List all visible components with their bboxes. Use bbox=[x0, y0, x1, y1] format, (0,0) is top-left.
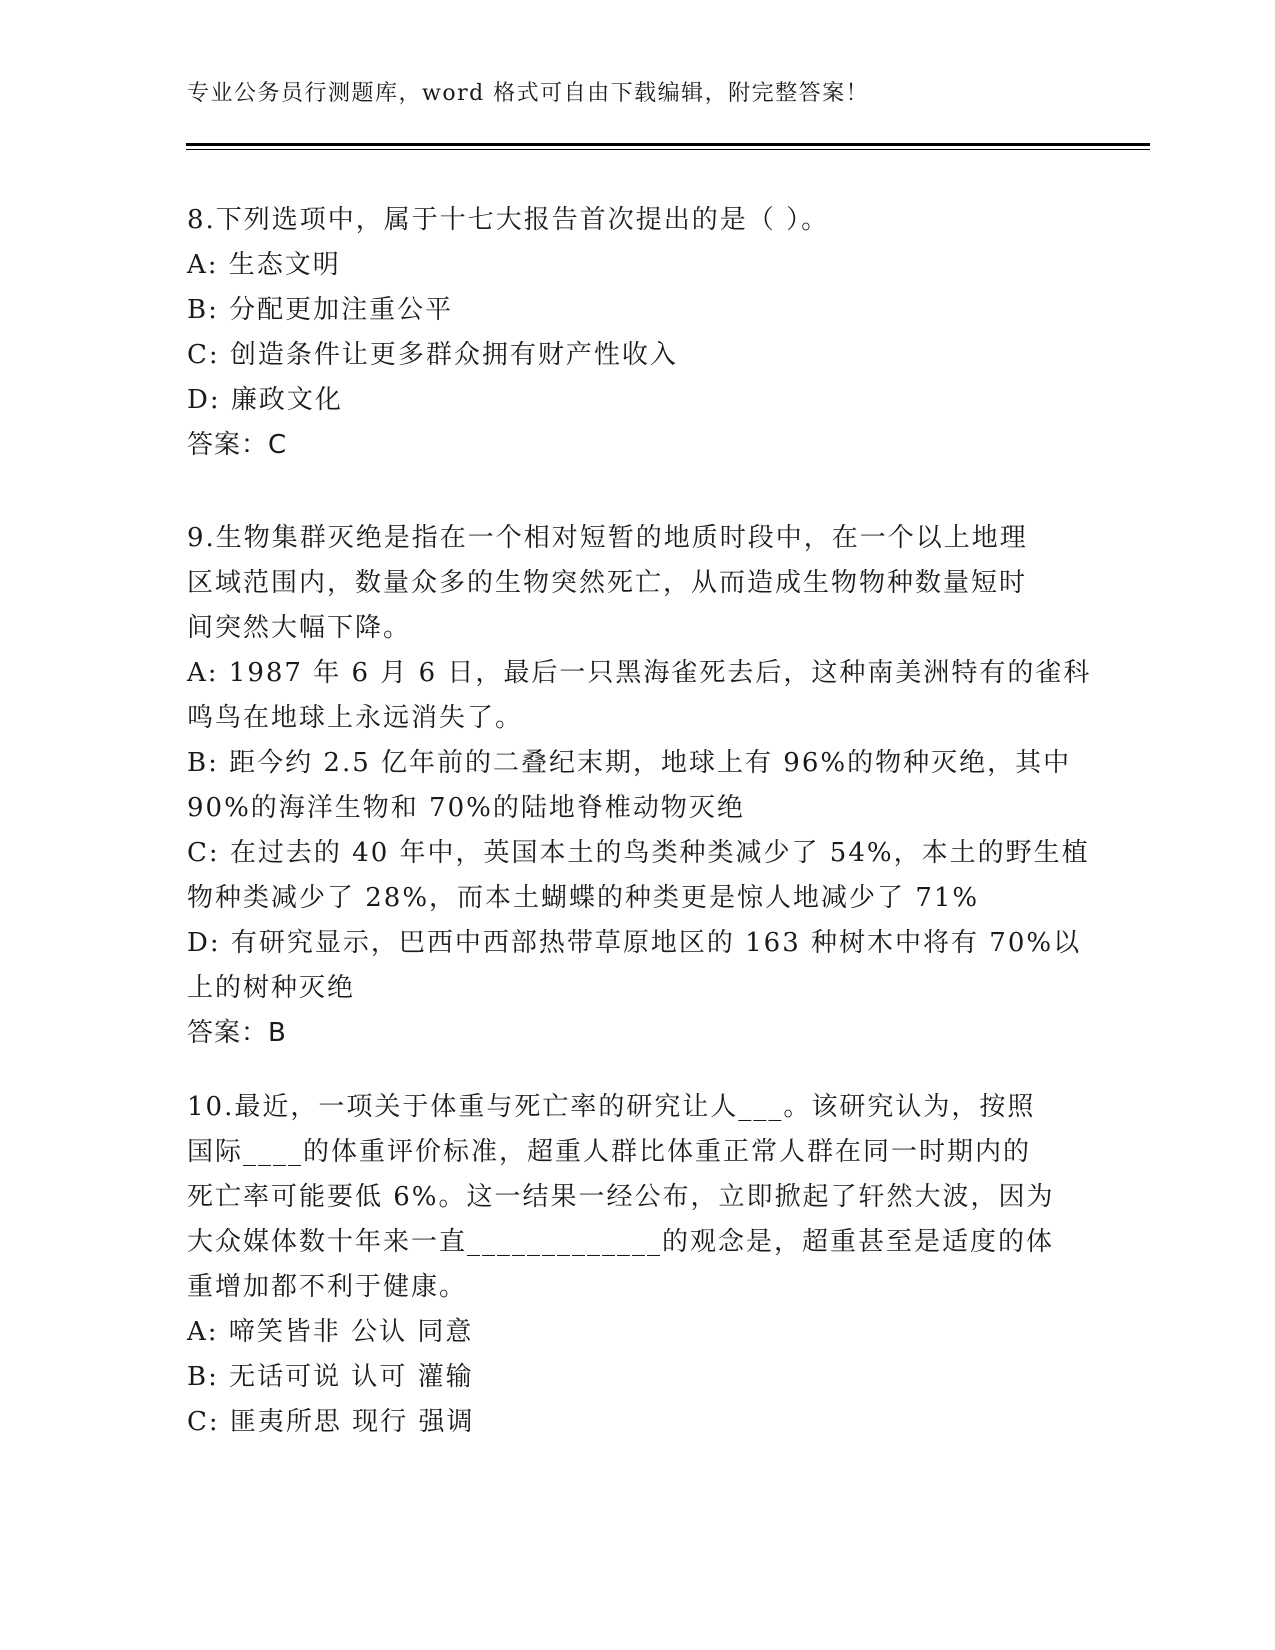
question-10 bbox=[187, 1085, 1087, 1445]
header-divider-thick bbox=[186, 143, 1150, 146]
question-9 bbox=[187, 516, 1092, 1056]
header-divider-thin bbox=[186, 149, 1150, 150]
question-8 bbox=[187, 198, 1087, 468]
question-9-option-d: D: 有研究显示，巴西中西部热带草原地区的 163 种树木中将有 70%以 上的树种灭绝 bbox=[187, 928, 1082, 1003]
question-9-answer: 答案：B bbox=[187, 1018, 287, 1048]
question-10-stem: 10.最近，一项关于体重与死亡率的研究让人___。该研究认为，按照 国际____的体重评价标准，超重人群比体重正常人群在同一时期内的 死亡率可能要低 6%。这一结果一经公布，立即掀起了轩然大波，因为 大众媒体数十年来一直_____________的观念是，超重甚至是适度的体 重增加都不利于健康。 bbox=[187, 1092, 1055, 1302]
question-9-option-c: C: 在过去的 40 年中，英国本土的鸟类种类减少了 54%，本土的野生植 物种类减少了 28%，而本土蝴蝶的种类更是惊人地减少了 71% bbox=[187, 838, 1090, 913]
question-8-answer: 答案：C bbox=[187, 430, 288, 460]
question-9-option-a: A: 1987 年 6 月 6 日，最后一只黑海雀死去后，这种南美洲特有的雀科 鸣鸟在地球上永远消失了。 bbox=[187, 658, 1092, 733]
question-10-option-c: C: 匪夷所思 现行 强调 bbox=[187, 1407, 475, 1437]
question-8-option-b: B: 分配更加注重公平 bbox=[187, 295, 454, 325]
question-10-option-a: A: 啼笑皆非 公认 同意 bbox=[187, 1317, 474, 1347]
question-10-option-b: B: 无话可说 认可 灌输 bbox=[187, 1362, 474, 1392]
page-header: 专业公务员行测题库，word 格式可自由下载编辑，附完整答案！ bbox=[187, 81, 870, 106]
question-8-stem: 8.下列选项中，属于十七大报告首次提出的是（ ）。 bbox=[187, 205, 830, 235]
question-8-option-c: C: 创造条件让更多群众拥有财产性收入 bbox=[187, 340, 678, 370]
question-8-option-d: D: 廉政文化 bbox=[187, 385, 343, 415]
question-8-option-a: A: 生态文明 bbox=[187, 250, 341, 280]
question-9-option-b: B: 距今约 2.5 亿年前的二叠纪末期，地球上有 96%的物种灭绝，其中 90%的海洋生物和 70%的陆地脊椎动物灭绝 bbox=[187, 748, 1072, 823]
question-9-stem: 9.生物集群灭绝是指在一个相对短暂的地质时段中，在一个以上地理 区域范围内，数量众多的生物突然死亡，从而造成生物物种数量短时 间突然大幅下降。 bbox=[187, 523, 1028, 643]
